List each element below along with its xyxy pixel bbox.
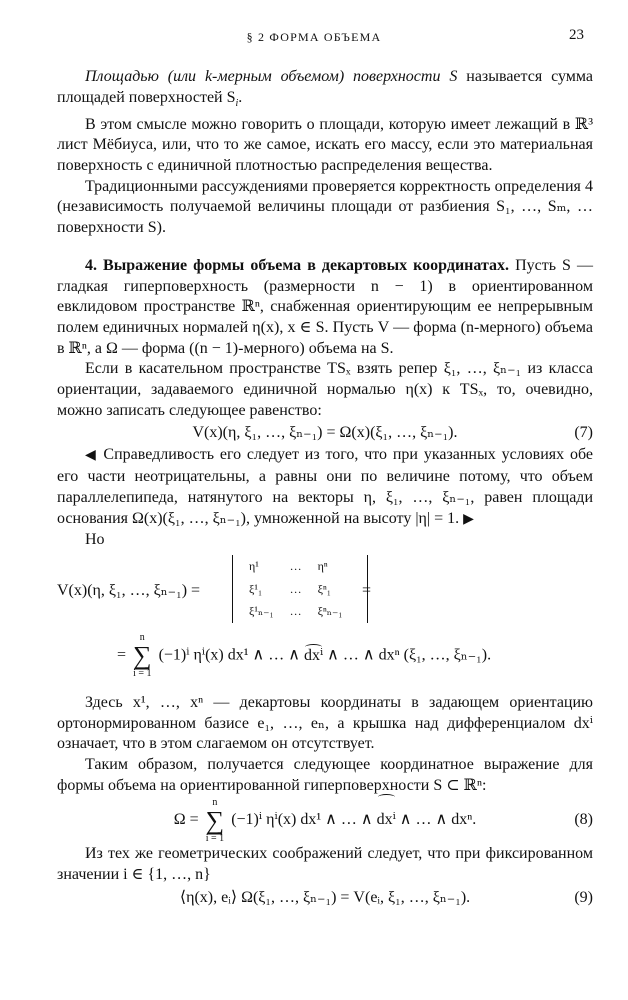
proof-end-mark: ▶ (463, 511, 474, 527)
equation-9-body: ⟨η(x), eᵢ⟩ Ω(ξ₁, …, ξₙ₋₁) = V(eᵢ, ξ₁, …, ξₙ₋₁). (179, 888, 471, 906)
matrix-cell: … (289, 604, 302, 619)
sum-sigma: ∑ (205, 805, 225, 835)
correctness-paragraph: Традиционными рассуждениями проверяется корректность определения 4 (независимость получаемой величины площади от разбиения S₁, …, Sₘ, … поверхности S). (57, 177, 593, 237)
sum-term-c: ∧ … ∧ dxⁿ (ξ₁, …, ξₙ₋₁). (323, 646, 492, 664)
matrix-cell: ξⁿ₁ (317, 581, 331, 596)
matrix-cell: ξ¹ₙ₋₁ (249, 604, 274, 619)
sum-upper-limit: n (139, 631, 145, 643)
equation-8-lhs: Ω = (173, 811, 203, 829)
equation-7-body: V(x)(η, ξ₁, …, ξₙ₋₁) = Ω(x)(ξ₁, …, ξₙ₋₁). (192, 424, 458, 442)
determinant-lhs: V(x)(η, ξ₁, …, ξₙ₋₁) = (57, 581, 201, 599)
equation-9-number: (9) (574, 888, 593, 906)
but-line: Но (85, 531, 105, 549)
coordinate-expression-paragraph: Таким образом, получается следующее координатное выражение для формы объема на ориентированной гиперповерхности S ⊂ ℝⁿ: (57, 756, 593, 794)
definition-rest: называется сумма площадей поверхностей S (57, 68, 593, 106)
determinant-matrix (232, 555, 368, 623)
matrix-row (241, 600, 351, 623)
section-4-title: 4. Выражение формы объема в декартовых координатах. (85, 256, 510, 274)
proof-paragraph (57, 445, 593, 530)
matrix-row (241, 578, 351, 601)
page-number: 23 (569, 27, 584, 43)
equation-7 (57, 421, 593, 445)
equation-7-number: (7) (574, 424, 593, 442)
running-head: § 2 ФОРМА ОБЪЕМА (246, 30, 382, 44)
sum-sigma: ∑ (133, 640, 152, 670)
matrix-row (241, 555, 351, 578)
sum-lower-limit: i = 1 (133, 667, 152, 679)
sum-equals: = (117, 646, 131, 664)
omitted-differential: dxⁱ (304, 646, 323, 667)
equation-8-term-c: ∧ … ∧ dxⁿ. (395, 811, 477, 829)
sum-lower-limit: i = 1 (205, 832, 225, 844)
proof-start-mark: ◀ (85, 448, 98, 464)
mobius-paragraph: В этом смысле можно говорить о площади, которую имеет лежащий в ℝ³ лист Мёбиуса, или, что то же самое, искать его массу, если это материальная поверхность с единичной плотностью распределения вещества. (57, 115, 593, 174)
definition-term: Площадью (или k-мерным объемом) поверхности S (85, 68, 458, 85)
sum-term-a: (−1)ⁱ ηⁱ(x) dx¹ ∧ … ∧ (158, 646, 304, 664)
body-text (57, 67, 593, 910)
determinant-equation (57, 555, 593, 629)
summation-sign (206, 798, 225, 844)
matrix-cell: … (289, 581, 302, 596)
matrix-cell: ξ¹₁ (249, 581, 263, 596)
definition-subscript: i (235, 97, 239, 109)
matrix-cell: ξⁿₙ₋₁ (317, 604, 343, 619)
equation-8 (57, 796, 593, 844)
equation-9 (57, 886, 593, 910)
omitted-differential: dxⁱ (377, 796, 396, 844)
equation-8-term-a: (−1)ⁱ ηⁱ(x) dx¹ ∧ … ∧ (231, 811, 377, 829)
sum-upper-limit: n (212, 796, 218, 808)
section-4-text: Пусть S — гладкая гиперповерхность (размерности n − 1) в ориентированном евклидовом пространстве ℝⁿ, снабженная ориентирующим ее непрерывным полем единичных нормалей η(x), x ∈ S. Пусть V — форма (n-мерного) объема в ℝⁿ, а Ω — форма ((n − 1)-мерного) объема на S. (57, 256, 594, 357)
coordinates-paragraph: Здесь x¹, …, xⁿ — декартовы координаты в задающем ориентацию ортонормированном базисе e₁, …, eₙ, а крышка над дифференциалом dxⁱ означает, что в этом слагаемом он отсутствует. (57, 693, 593, 753)
equation-8-number: (8) (574, 811, 593, 829)
matrix-cell: η¹ (249, 558, 259, 573)
tangent-space-paragraph: Если в касательном пространстве TSₓ взять репер ξ₁, …, ξₙ₋₁ из класса ориентации, задаваемого единичной нормалью η(x) к TSₓ, то, очевидно, можно записать следующее равенство: (57, 360, 593, 419)
section-4-paragraph (57, 256, 593, 360)
definition-paragraph: Площадью (или k-мерным объемом) поверхности S называется сумма площадей поверхностей $S_i$. (57, 68, 593, 109)
matrix-cell: ηⁿ (317, 558, 328, 573)
matrix-cell: … (289, 558, 302, 573)
determinant-rhs: = (362, 581, 372, 599)
geometric-paragraph: Из тех же геометрических соображений следует, что при фиксированном значении i ∈ {1, …, n} (57, 845, 593, 884)
sum-expansion (57, 633, 593, 687)
summation-sign (133, 633, 152, 679)
proof-text: Справедливость его следует из того, что при указанных условиях обе его части неотрицательны, а равны они по величине потому, что объем параллелепипеда, натянутого на векторы η, ξ₁, …, ξₙ₋₁, равен площади основания Ω(x)(ξ₁, …, ξₙ₋₁), умноженной на высоту |η| = 1. (57, 446, 593, 527)
